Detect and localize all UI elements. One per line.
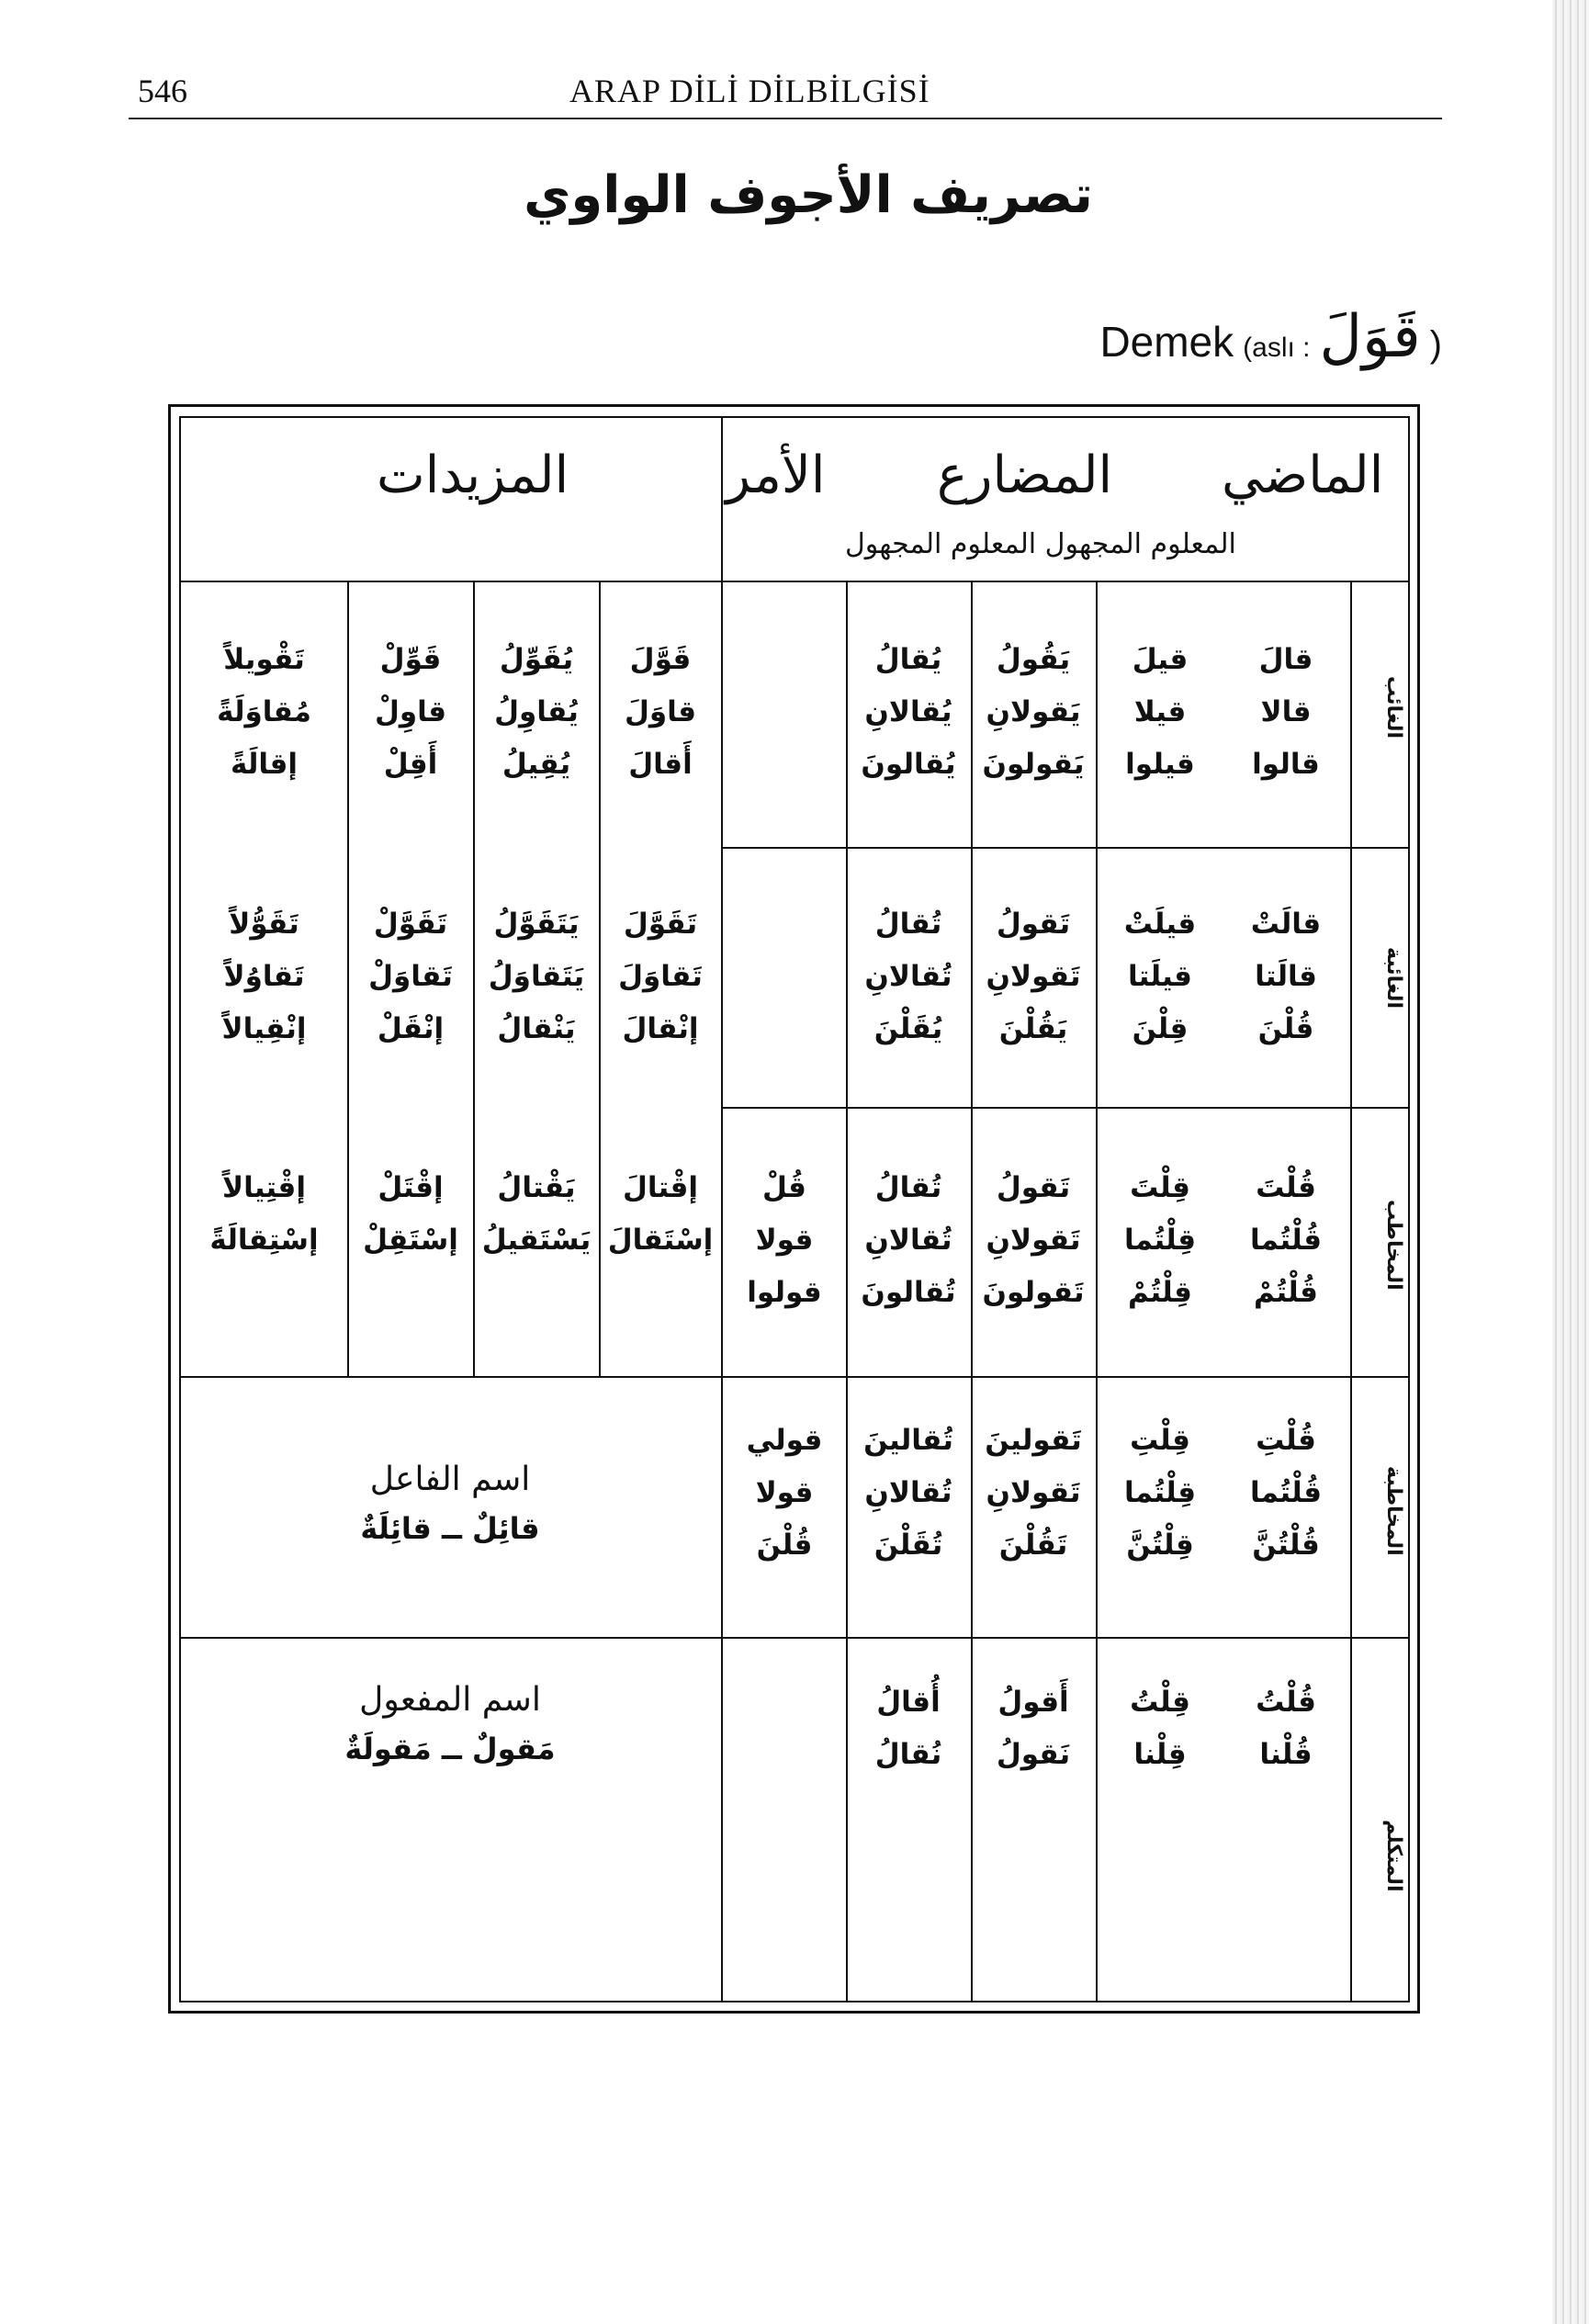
side-label-ghaib: الغائب bbox=[1382, 675, 1405, 739]
cell-mudari-malum: تَقولُ تَقولانِ تَقولونَ bbox=[982, 1171, 1085, 1309]
cell-mudari-malum: تَقولُ تَقولانِ يَقُلْنَ bbox=[986, 908, 1081, 1045]
row-divider bbox=[180, 1637, 1409, 1639]
cell-mudari-majhul: يُقالُ يُقالانِ يُقالونَ bbox=[861, 643, 956, 781]
cell-madi-majhul: قِلْتَ قِلْتُما قِلْتُمْ bbox=[1123, 1171, 1197, 1309]
cell-madi-majhul: قيلَ قيلا قيلوا bbox=[1125, 643, 1195, 781]
mazidat-column-line bbox=[347, 581, 349, 1376]
cell-mazidat-amr: قَوِّلْ قاوِلْ أَقِلْ bbox=[374, 643, 447, 781]
cell-mazidat-madi: قَوَّلَ قاوَلَ أَقالَ bbox=[624, 643, 697, 781]
side-label-ghaiba: الغائبة bbox=[1382, 947, 1405, 1010]
header-divider bbox=[180, 581, 1409, 582]
header-mudari: المضارع bbox=[937, 446, 1113, 505]
verb-root: قَوَلَ bbox=[1319, 303, 1421, 371]
verb-close-paren: ) bbox=[1429, 324, 1442, 365]
header-mazi: الماضي bbox=[1222, 446, 1384, 505]
cell-amr: قولي قولا قُلْنَ bbox=[746, 1424, 823, 1562]
page-title: تصريف الأجوف الواوي bbox=[524, 165, 1093, 225]
cell-madi-majhul: قِلْتِ قِلْتُما قِلْتُنَّ bbox=[1123, 1424, 1197, 1562]
cell-mudari-majhul: تُقالُ تُقالانِ يُقَلْنَ bbox=[864, 908, 952, 1045]
cell-mazidat-mudari: يَقْتالُ يَسْتَقيلُ bbox=[481, 1171, 592, 1257]
cell-amr: قُلْ قولا قولوا bbox=[747, 1171, 822, 1309]
header-mazidat: المزيدات bbox=[377, 446, 569, 505]
cell-madi-malum: قُلْتُ قُلْنا bbox=[1256, 1686, 1316, 1771]
cell-madi-majhul: قِلْتُ قِلْنا bbox=[1130, 1686, 1190, 1771]
cell-mudari-majhul: تُقالينَ تُقالانِ تُقَلْنَ bbox=[863, 1424, 953, 1562]
cell-mazidat-amr: تَقَوَّلْ تَقاوَلْ إنْقَلْ bbox=[368, 908, 453, 1045]
column-line bbox=[971, 581, 973, 2002]
ism-fail-forms: قائِلٌ ــ قائِلَةٌ bbox=[360, 1511, 540, 1546]
cell-mazidat-masdar: تَقْويلاً مُقاوَلَةً إقالَةً bbox=[217, 643, 311, 781]
cell-mudari-majhul: أُقالُ نُقالُ bbox=[874, 1686, 942, 1771]
cell-madi-malum: قالَ قالا قالوا bbox=[1252, 643, 1320, 781]
row-divider bbox=[722, 847, 1409, 849]
cell-mudari-malum: أَقولُ نَقولُ bbox=[996, 1686, 1071, 1771]
cell-madi-majhul: قيلَتْ قيلَتا قِلْنَ bbox=[1123, 908, 1197, 1045]
side-label-mukhatab: المخاطب bbox=[1382, 1199, 1405, 1291]
side-label-mukhataba: المخاطبة bbox=[1382, 1466, 1405, 1556]
ism-maful-forms: مَقولٌ ــ مَقولَةٌ bbox=[344, 1732, 556, 1766]
ism-fail bbox=[184, 1461, 716, 1546]
cell-mazidat-madi: إقْتالَ إسْتَقالَ bbox=[607, 1171, 714, 1257]
cell-mudari-malum: يَقُولُ يَقولانِ يَقولونَ bbox=[982, 643, 1085, 781]
verb-origin-label: (aslı : bbox=[1243, 333, 1311, 363]
cell-mazidat-mudari: يَتَقَوَّلُ يَتَقاوَلُ يَنْقالُ bbox=[488, 908, 585, 1045]
row-divider bbox=[180, 1376, 1409, 1378]
ism-maful bbox=[184, 1681, 716, 1766]
column-line bbox=[846, 581, 848, 2002]
cell-mazidat-madi: تَقَوَّلَ تَقاوَلَ إنْقالَ bbox=[618, 908, 703, 1045]
cell-mazidat-masdar: تَقَوُّلاً تَقاوُلاً إنْقِيالاً bbox=[221, 908, 307, 1045]
verb-meaning: Demek bbox=[1099, 318, 1234, 366]
ism-maful-label: اسم المفعول bbox=[359, 1681, 541, 1719]
cell-madi-malum: قالَتْ قالَتا قُلْنَ bbox=[1250, 908, 1322, 1045]
cell-mudari-malum: تَقولينَ تَقولانِ تَقُلْنَ bbox=[985, 1424, 1082, 1562]
side-label-mutakallim: المتكلم bbox=[1382, 1819, 1405, 1892]
mazidat-column-line bbox=[599, 581, 601, 1376]
row-divider bbox=[722, 1107, 1409, 1109]
ism-fail-label: اسم الفاعل bbox=[369, 1461, 531, 1498]
header-rule bbox=[129, 118, 1442, 119]
cell-mazidat-masdar: إقْتِيالاً إسْتِقالَةً bbox=[209, 1171, 319, 1257]
cell-mudari-majhul: تُقالُ تُقالانِ تُقالونَ bbox=[861, 1171, 956, 1309]
header-sub-labels: المعلوم المجهول المعلوم المجهول bbox=[845, 528, 1236, 560]
verb-heading bbox=[1099, 303, 1442, 371]
mazidat-column-line bbox=[473, 581, 475, 1376]
header-amr: الأمر bbox=[726, 446, 826, 505]
header-split-line bbox=[721, 417, 723, 2002]
page-number: 546 bbox=[138, 73, 187, 109]
cell-mazidat-mudari: يُقَوِّلُ يُقاوِلُ يُقِيلُ bbox=[494, 643, 579, 781]
cell-madi-malum: قُلْتَ قُلْتُما قُلْتُمْ bbox=[1249, 1171, 1323, 1309]
scan-edge bbox=[1552, 0, 1589, 2324]
cell-mazidat-amr: إقْتَلْ إسْتَقِلْ bbox=[363, 1171, 458, 1257]
cell-madi-malum: قُلْتِ قُلْتُما قُلْتُنَّ bbox=[1249, 1424, 1323, 1562]
running-title: ARAP DİLİ DİLBİLGİSİ bbox=[569, 73, 930, 109]
column-line bbox=[1096, 581, 1098, 2002]
